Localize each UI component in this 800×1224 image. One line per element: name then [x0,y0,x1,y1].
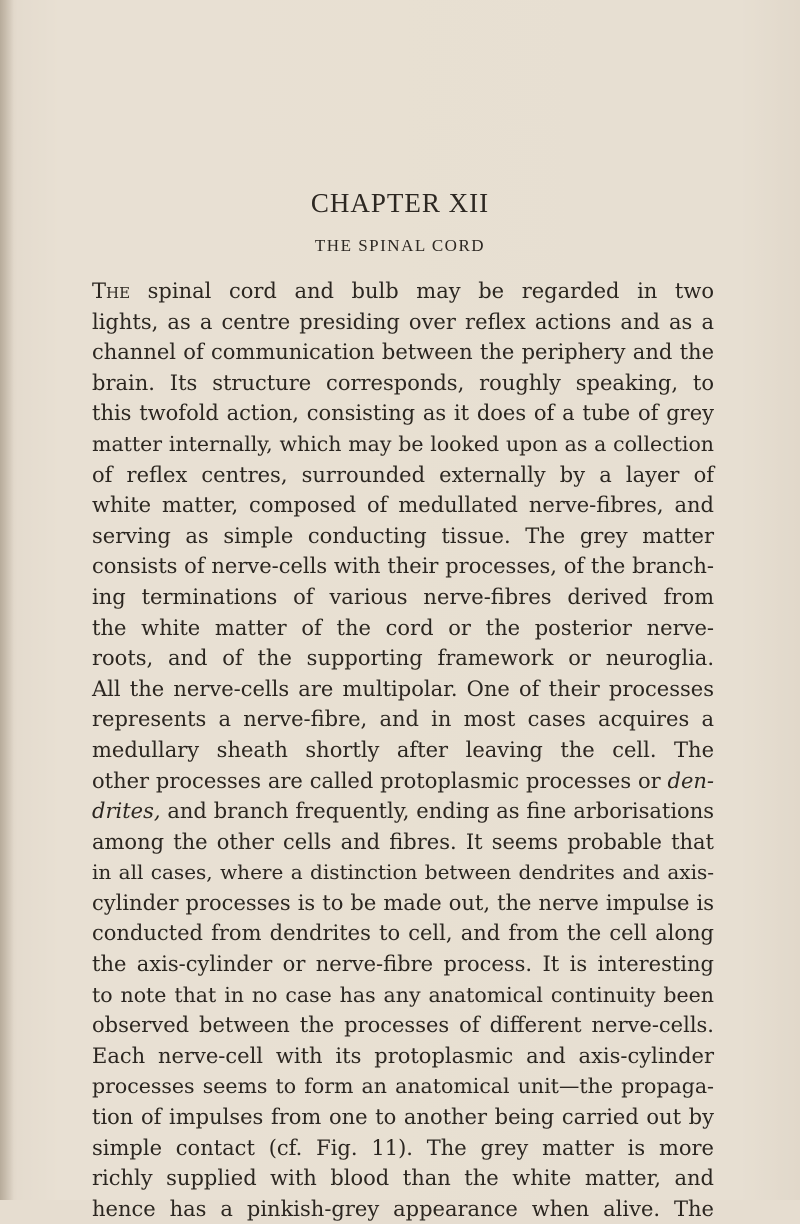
chapter-heading: CHAPTER XII [310,188,490,218]
text-line: conducted from dendrites to cell, and from the cell along [92,921,714,946]
body-text [92,276,714,1224]
text-line: white matter, composed of medullated nerve-fibres, and [92,493,714,518]
text-line: this twofold action, consisting as it does of a tube of grey [92,401,714,426]
text-line: serving as simple conducting tissue. The grey matter [92,523,714,548]
text-line: lights, as a centre presiding over reflex actions and as a [92,309,714,334]
text-line: consists of nerve-cells with their processes, of the branch- [92,554,714,579]
drop-word: The [92,279,131,303]
text-line: represents a nerve-fibre, and in most cases acquires a [92,707,714,732]
text-line: medullary sheath shortly after leaving the cell. The [92,737,714,762]
text-line: in all cases, where a distinction between dendrites and axis- [92,860,714,885]
italic-term: drites, [92,799,161,824]
text-line: observed between the processes of different nerve-cells. [92,1013,714,1038]
text-line: The spinal cord and bulb may be regarded in two [92,279,714,303]
text-line: the white matter of the cord or the posterior nerve- [92,615,714,640]
text-line: other processes are called protoplasmic processes or den- [92,768,714,793]
text-line: drites, and branch frequently, ending as fine arborisations [92,799,714,824]
text-line: All the nerve-cells are multipolar. One of their processes [92,676,714,701]
text-line: to note that in no case has any anatomical continuity been [92,982,714,1007]
italic-term: den- [667,768,714,793]
binding-shadow [0,0,14,1200]
text-line: simple contact (cf. Fig. 11). The grey matter is more [92,1135,714,1160]
text-line: processes seems to form an anatomical unit—the propaga- [92,1074,714,1099]
text-line: brain. Its structure corresponds, roughly speaking, to [92,370,714,395]
text-line: hence has a pinkish-grey appearance when alive. The [92,1196,714,1221]
text-line: richly supplied with blood than the white matter, and [92,1166,714,1191]
text-line: among the other cells and fibres. It seems probable that [92,829,714,854]
text-line: matter internally, which may be looked upon as a collection [92,431,714,456]
text-line: channel of communication between the periphery and the [92,340,714,365]
text-line: Each nerve-cell with its protoplasmic and axis-cylinder [92,1043,714,1068]
chapter-title: THE SPINAL CORD [314,236,486,255]
text-line: cylinder processes is to be made out, the nerve impulse is [92,890,714,915]
text-line: roots, and of the supporting framework or neuroglia. [92,646,714,671]
text-line: of reflex centres, surrounded externally by a layer of [92,462,714,487]
text-line: the axis-cylinder or nerve-fibre process. It is interesting [92,952,714,977]
text-line: ing terminations of various nerve-fibres derived from [92,584,714,609]
text-line: tion of impulses from one to another being carried out by [92,1105,714,1130]
